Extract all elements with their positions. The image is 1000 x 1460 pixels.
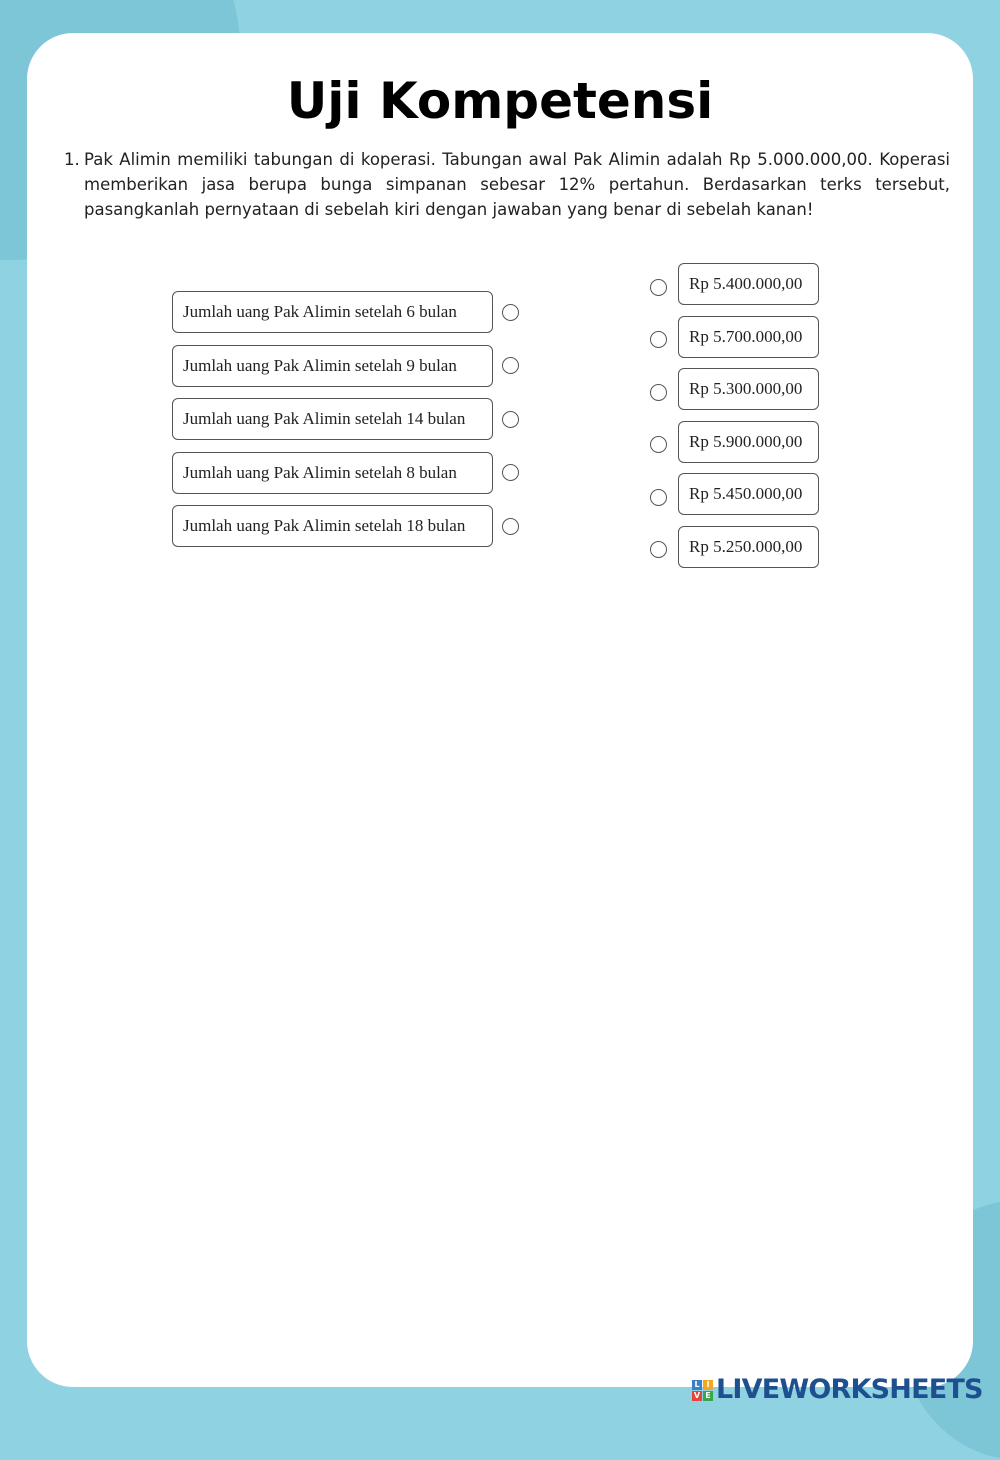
answer-connector-dot[interactable] xyxy=(650,436,667,453)
answer-row xyxy=(650,263,819,305)
brand-name: LIVEWORKSHEETS xyxy=(716,1374,983,1405)
answer-connector-dot[interactable] xyxy=(650,489,667,506)
statement-connector-dot[interactable] xyxy=(502,411,519,428)
liveworksheets-logo xyxy=(692,1374,983,1406)
answer-row xyxy=(650,526,819,568)
statement-connector-dot[interactable] xyxy=(502,464,519,481)
answer-row xyxy=(650,473,819,515)
answer-box: Rp 5.400.000,00 xyxy=(678,263,819,305)
page-title: Uji Kompetensi xyxy=(286,72,714,130)
statement-connector-dot[interactable] xyxy=(502,357,519,374)
statement-connector-dot[interactable] xyxy=(502,304,519,321)
answer-box: Rp 5.900.000,00 xyxy=(678,421,819,463)
answer-row xyxy=(650,316,819,358)
question-number: 1. xyxy=(64,150,80,169)
answer-box: Rp 5.250.000,00 xyxy=(678,526,819,568)
statement-box: Jumlah uang Pak Alimin setelah 18 bulan xyxy=(172,505,493,547)
statement-connector-dot[interactable] xyxy=(502,518,519,535)
answer-connector-dot[interactable] xyxy=(650,279,667,296)
worksheet-page xyxy=(27,33,973,1387)
statement-box: Jumlah uang Pak Alimin setelah 6 bulan xyxy=(172,291,493,333)
question-text: Pak Alimin memiliki tabungan di koperasi. Tabungan awal Pak Alimin adalah Rp 5.000.000,00. Koperasi memberikan jasa berupa bunga simpanan sebesar 12% pertahun. Berdasarkan terks tersebut, pasangkanlah pernyataan di sebelah kiri dengan jawaban yang benar di sebelah kanan! xyxy=(84,150,950,220)
answer-box: Rp 5.450.000,00 xyxy=(678,473,819,515)
answer-connector-dot[interactable] xyxy=(650,384,667,401)
statement-box: Jumlah uang Pak Alimin setelah 14 bulan xyxy=(172,398,493,440)
statement-list xyxy=(172,291,519,559)
statement-box: Jumlah uang Pak Alimin setelah 8 bulan xyxy=(172,452,493,494)
answer-row xyxy=(650,368,819,410)
statement-row xyxy=(172,452,519,494)
answer-connector-dot[interactable] xyxy=(650,331,667,348)
statement-row xyxy=(172,505,519,547)
statement-box: Jumlah uang Pak Alimin setelah 9 bulan xyxy=(172,345,493,387)
statement-row xyxy=(172,291,519,333)
answer-list xyxy=(650,263,819,578)
answer-row xyxy=(650,421,819,463)
statement-row xyxy=(172,345,519,387)
answer-box: Rp 5.700.000,00 xyxy=(678,316,819,358)
statement-row xyxy=(172,398,519,440)
answer-connector-dot[interactable] xyxy=(650,541,667,558)
logo-mark-icon: L I V E xyxy=(692,1380,713,1401)
answer-box: Rp 5.300.000,00 xyxy=(678,368,819,410)
